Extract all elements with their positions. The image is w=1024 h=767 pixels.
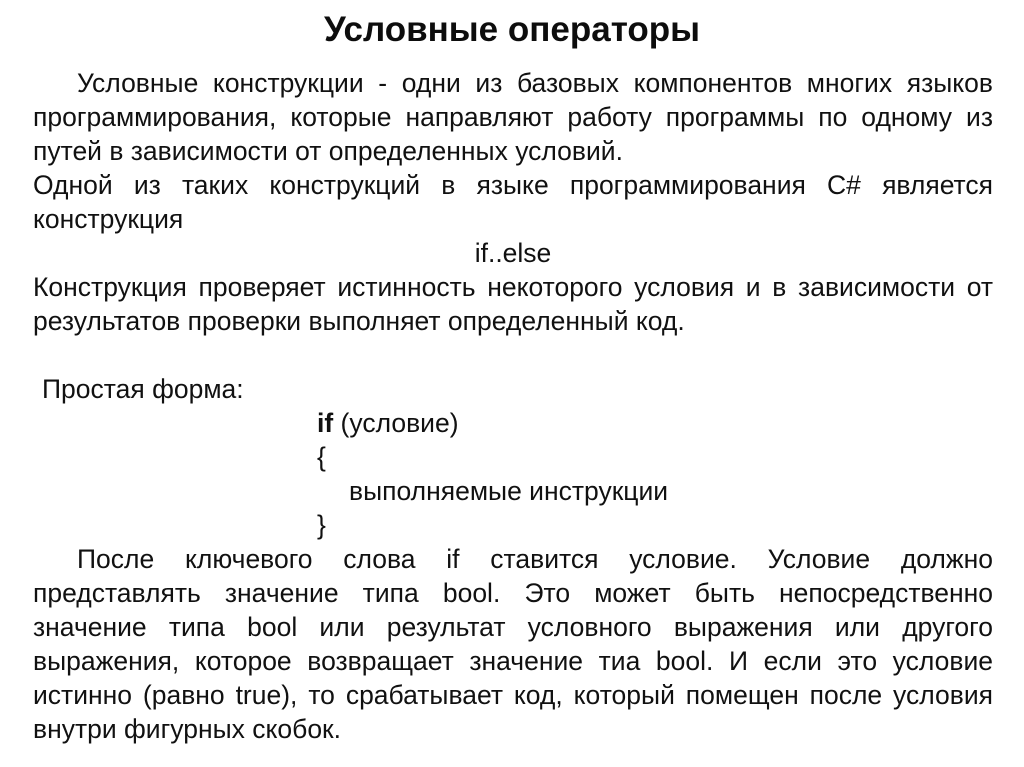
slide-title: Условные операторы — [323, 10, 701, 49]
code-example — [33, 406, 993, 542]
construct-description-paragraph: Конструкция проверяет истинность некоторого условия и в зависимости от результатов проверки выполняет определенный код. — [33, 272, 993, 336]
code-condition: (условие) — [333, 408, 459, 438]
condition-explanation-paragraph: После ключевого слова if ставится условие. Условие должно представлять значение типа bool. Это может быть непосредственно значение типа bool или результат условного выражения или другого выражения, которое возвращает значение тиа bool. И если это условие истинно (равно true), то срабатывает код, который помещен после условия внутри фигурных скобок. — [33, 544, 993, 744]
code-if-line — [317, 406, 993, 440]
slide-content — [33, 66, 993, 746]
code-open-brace: { — [317, 442, 326, 472]
spacer — [33, 338, 993, 372]
intro-paragraph: Условные конструкции - одни из базовых компонентов многих языков программирования, которые направляют работу программы по одному из путей в зависимости от определенных условий. — [33, 68, 993, 166]
simple-form-label: Простая форма: — [42, 374, 244, 404]
code-keyword-if: if — [317, 408, 334, 438]
csharp-construct-paragraph: Одной из таких конструкций в языке программирования C# является конструкция — [33, 170, 993, 234]
construct-name: if..else — [474, 238, 552, 268]
code-close-brace: } — [317, 510, 326, 540]
code-body: выполняемые инструкции — [349, 476, 669, 506]
